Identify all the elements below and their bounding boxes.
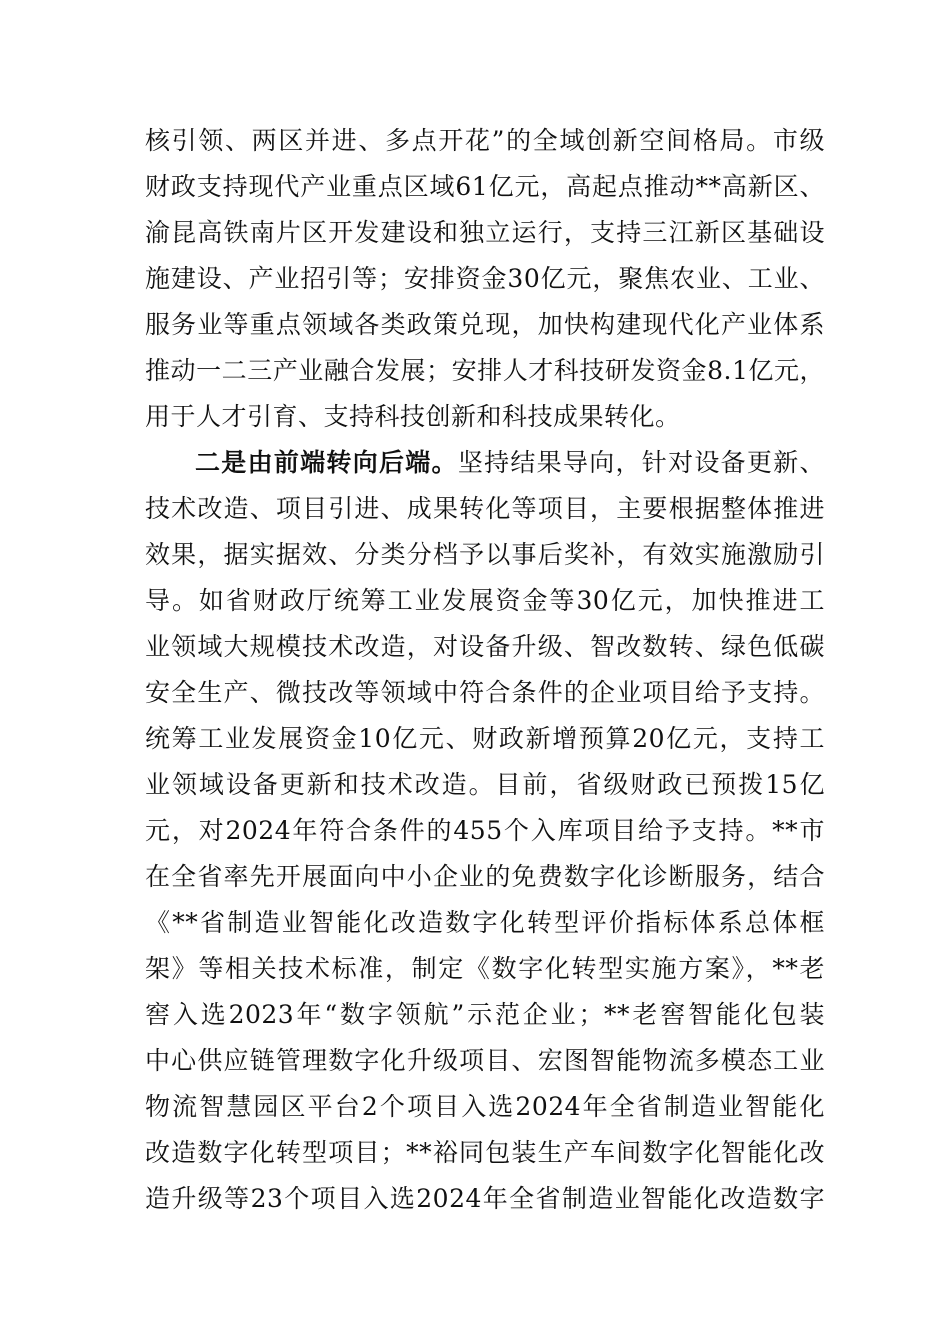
text-line: 物流智慧园区平台2个项目入选2024年全省制造业智能化 <box>145 1092 825 1121</box>
text-line: 架》等相关技术标准，制定《数字化转型实施方案》，**老 <box>145 954 825 983</box>
paragraph-start-line <box>145 440 825 486</box>
text-line: 财政支持现代产业重点区域61亿元，高起点推动**高新区、 <box>145 172 825 201</box>
text-line: 造升级等23个项目入选2024年全省制造业智能化改造数字 <box>145 1184 825 1213</box>
text-line: 安全生产、微技改等领域中符合条件的企业项目给予支持。 <box>145 678 825 707</box>
text-line: 《**省制造业智能化改造数字化转型评价指标体系总体框 <box>145 908 825 937</box>
body-text <box>145 118 825 1222</box>
text-line: 用于人才引育、支持科技创新和科技成果转化。 <box>145 402 681 431</box>
text-line: 施建设、产业招引等；安排资金30亿元，聚焦农业、工业、 <box>145 264 825 293</box>
text-line: 业领域大规模技术改造，对设备升级、智改数转、绿色低碳 <box>145 632 825 661</box>
text-line: 统筹工业发展资金10亿元、财政新增预算20亿元，支持工 <box>145 724 825 753</box>
text-line: 服务业等重点领域各类政策兑现，加快构建现代化产业体系 <box>145 310 825 339</box>
text-line: 中心供应链管理数字化升级项目、宏图智能物流多模态工业 <box>145 1046 825 1075</box>
text-line: 效果，据实据效、分类分档予以事后奖补，有效实施激励引 <box>145 540 825 569</box>
text-line: 推动一二三产业融合发展；安排人才科技研发资金8.1亿元， <box>145 356 825 385</box>
text-line: 核引领、两区并进、多点开花”的全域创新空间格局。市级 <box>145 126 825 155</box>
text-line: 元，对2024年符合条件的455个入库项目给予支持。**市 <box>145 816 825 845</box>
text-line: 渝昆高铁南片区开发建设和独立运行，支持三江新区基础设 <box>145 218 825 247</box>
text-line: 技术改造、项目引进、成果转化等项目，主要根据整体推进 <box>145 494 825 523</box>
text-line: 窖入选2023年“数字领航”示范企业；**老窖智能化包装 <box>145 1000 825 1029</box>
text-segment: 坚持结果导向，针对设备更新、 <box>457 448 825 477</box>
text-line: 改造数字化转型项目；**裕同包装生产车间数字化智能化改 <box>145 1138 825 1167</box>
text-line: 业领域设备更新和技术改造。目前，省级财政已预拨15亿 <box>145 770 825 799</box>
text-line: 在全省率先开展面向中小企业的免费数字化诊断服务，结合 <box>145 862 825 891</box>
section-heading: 二是由前端转向后端。 <box>195 448 458 477</box>
text-line: 导。如省财政厅统筹工业发展资金等30亿元，加快推进工 <box>145 586 825 615</box>
